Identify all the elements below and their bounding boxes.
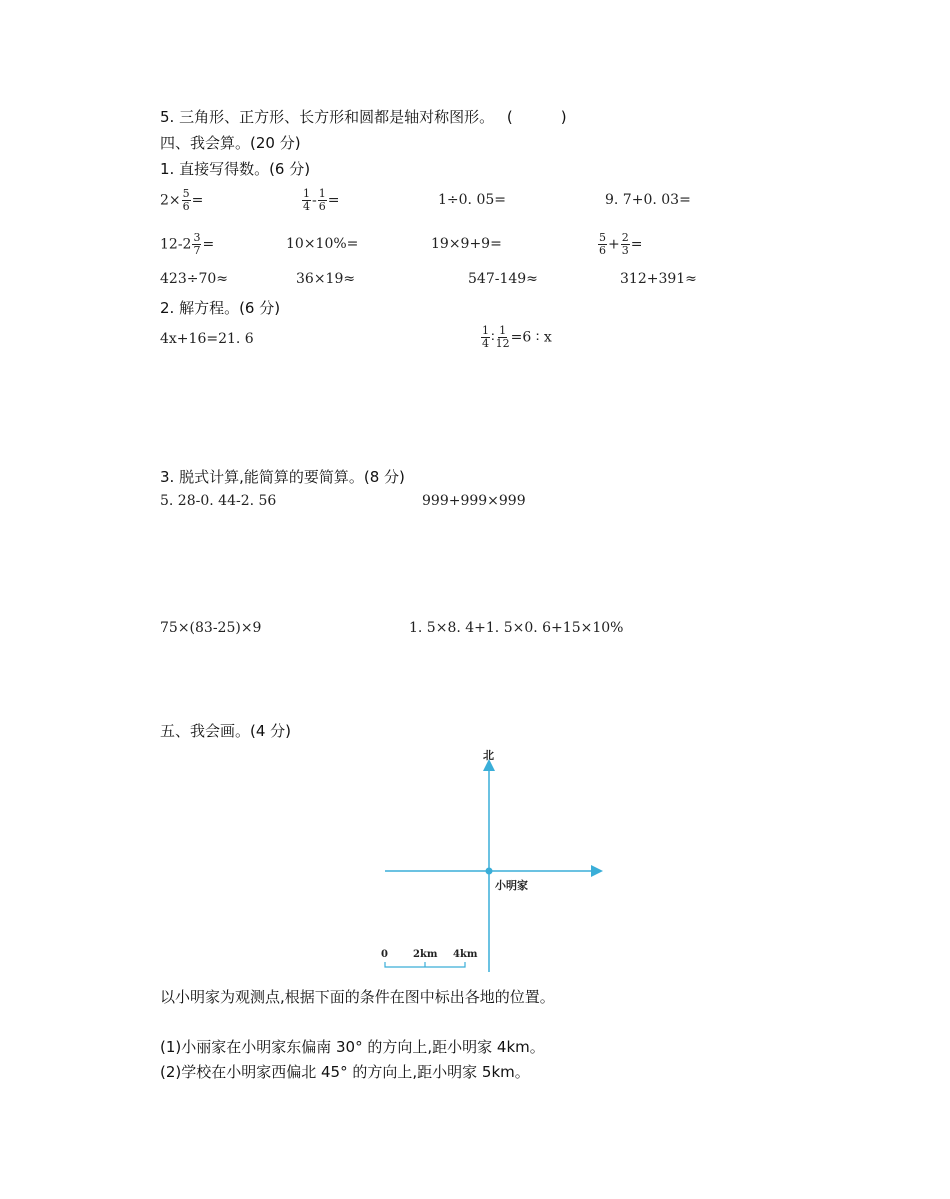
question-5-text: 5. 三角形、正方形、长方形和圆都是轴对称图形。: [160, 108, 495, 126]
fraction: $\frac{2}{3}$: [621, 231, 629, 257]
answer-bracket-open: (: [506, 108, 513, 126]
question-5: [160, 106, 567, 127]
item-c4: 312+391≈: [620, 271, 697, 287]
scale-bar: [385, 962, 465, 967]
condition-2: (2)学校在小明家西偏北 45° 的方向上,距小明家 5km。: [160, 1063, 530, 1081]
item-a2: $\frac{1}{4}$ - $\frac{1}{6}$ =: [303, 187, 340, 213]
fraction: $\frac{3}{7}$: [193, 231, 201, 257]
fraction: $\frac{1}{12}$: [495, 324, 510, 350]
item-a3: 1÷0. 05=: [438, 192, 506, 208]
origin-label: 小明家: [495, 879, 528, 892]
origin-point: [486, 868, 493, 875]
fraction: $\frac{1}{4}$: [482, 324, 489, 350]
direction-diagram: [370, 740, 620, 980]
scale-label-4km: 4km: [453, 949, 478, 960]
item-b2: 10×10%=: [286, 236, 359, 252]
item-b3: 19×9+9=: [431, 236, 502, 252]
item-c3: 547-149≈: [468, 271, 538, 287]
answer-bracket-close: ): [560, 108, 567, 126]
part-2-title: 2. 解方程。(6 分): [160, 299, 281, 317]
equation-1: 4x+16=21. 6: [160, 331, 254, 347]
fraction: $\frac{1}{4}$: [303, 187, 310, 213]
part-1-title: 1. 直接写得数。(6 分): [160, 160, 311, 178]
scale-label-0: 0: [381, 949, 388, 960]
expression-1: 5. 28-0. 44-2. 56: [160, 493, 277, 509]
fraction: $\frac{5}{6}$: [182, 187, 190, 213]
equation-2: $\frac{1}{4}$ ∶ $\frac{1}{12}$ =6 ∶ x: [482, 324, 552, 350]
expression-4: 1. 5×8. 4+1. 5×0. 6+15×10%: [409, 620, 624, 636]
north-label: 北: [483, 749, 494, 762]
item-b1: 12-2 $\frac{3}{7}$ =: [160, 231, 215, 257]
part-3-title: 3. 脱式计算,能简算的要简算。(8 分): [160, 468, 405, 486]
item-a1: 2× $\frac{5}{6}$ =: [160, 187, 204, 213]
item-c2: 36×19≈: [296, 271, 356, 287]
expression-3: 75×(83-25)×9: [160, 620, 262, 636]
item-a4: 9. 7+0. 03=: [605, 192, 691, 208]
item-c1: 423÷70≈: [160, 271, 228, 287]
condition-1: (1)小丽家在小明家东偏南 30° 的方向上,距小明家 4km。: [160, 1038, 545, 1056]
expression-2: 999+999×999: [422, 493, 526, 509]
instruction-intro: 以小明家为观测点,根据下面的条件在图中标出各地的位置。: [160, 988, 555, 1006]
scale-label-2km: 2km: [413, 949, 438, 960]
section-4-title: 四、我会算。(20 分): [160, 134, 301, 152]
fraction: $\frac{1}{6}$: [318, 187, 326, 213]
section-5-title: 五、我会画。(4 分): [160, 722, 292, 740]
item-b4: $\frac{5}{6}$ + $\frac{2}{3}$ =: [599, 231, 643, 257]
fraction: $\frac{5}{6}$: [599, 231, 606, 257]
